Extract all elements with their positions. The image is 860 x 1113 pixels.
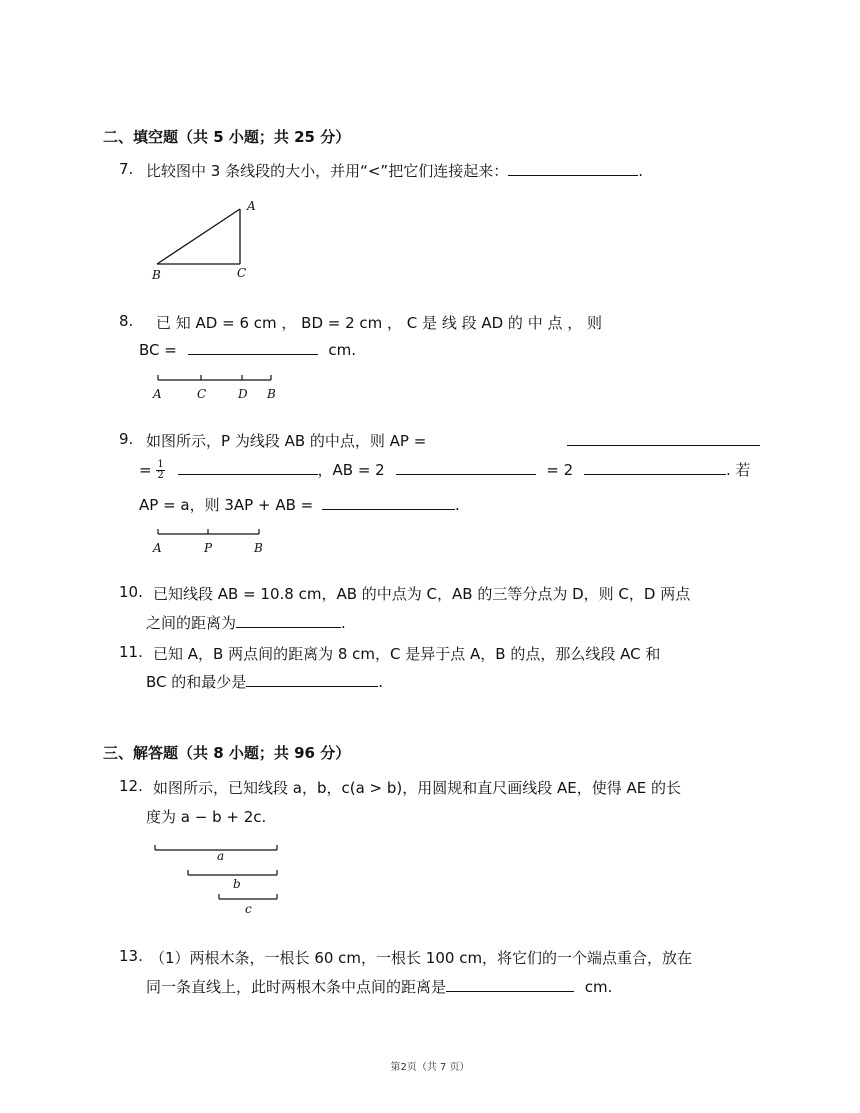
point-label-b: B [152,268,161,282]
section-title: 三、解答题（共 8 小题；共 96 分） [103,744,351,762]
point-label-c: C [197,387,207,401]
equals: = [139,461,152,479]
expression: BC = [139,341,177,359]
answer-blank[interactable] [236,613,341,628]
question-9-line1: 如图所示，P 为线段 AB 的中点，则 AP = [146,432,427,450]
expression: . 若 [725,461,751,479]
answer-blank[interactable] [322,495,455,510]
question-11-line1: 已知 A，B 两点间的距离为 8 cm，C 是异于点 A，B 的点，那么线段 AC 和 [153,645,661,663]
point-label-d: D [238,387,248,401]
question-text [146,160,643,181]
question-number: 13. [119,947,143,965]
answer-blank[interactable] [567,431,760,446]
segment-label-b: b [233,877,241,891]
question-text: BC 的和最少是 [146,673,247,691]
question-9-line2 [139,459,751,481]
question-number: 7. [119,160,134,178]
segment-figure [150,526,270,540]
question-13-line1: （1）两根木条，一根长 60 cm，一根长 100 cm，将它们的一个端点重合，放在 [150,949,693,967]
period: . [638,162,643,180]
numerator: 1 [157,459,164,470]
fraction [156,460,164,481]
question-9-line3 [139,494,460,515]
question-8-line2 [139,340,356,359]
point-label-c: C [237,266,247,280]
question-13-line2 [146,976,612,997]
answer-blank[interactable] [188,340,318,355]
question-number: 8. [119,312,134,330]
question-text: 之间的距离为 [146,614,237,632]
segment-label-a: a [217,849,225,863]
point-label-a: A [247,199,256,213]
point-label-a: A [153,541,162,555]
expression: = 2 [546,461,574,479]
question-10-line1: 已知线段 AB = 10.8 cm，AB 的中点为 C，AB 的三等分点为 D，则 C，D 两点 [153,585,691,603]
unit: cm. [584,978,613,996]
answer-blank[interactable] [178,460,318,475]
period: . [378,673,384,691]
question-number: 11. [119,643,143,661]
answer-blank[interactable] [246,672,378,687]
point-label-p: P [204,541,213,555]
question-11-line2 [146,671,383,692]
denominator: 2 [157,470,164,481]
period: . [455,496,460,514]
question-8-line1: 已 知 AD = 6 cm ， BD = 2 cm ， C 是 线 段 AD 的 中 点 ， 则 [156,314,603,332]
answer-blank[interactable] [508,161,638,176]
question-12-line1: 如图所示，已知线段 a，b，c(a > b)，用圆规和直尺画线段 AE，使得 AE 的长 [153,779,682,797]
segment-label-c: c [245,902,252,916]
expression: AP = a，则 3AP + AB = [139,496,314,514]
segment-figure [150,372,280,386]
point-label-b: B [267,387,276,401]
question-10-line2 [146,612,346,633]
question-text: 同一条直线上，此时两根木条中点间的距离是 [146,978,447,996]
expression: ，AB = 2 [317,461,385,479]
answer-blank[interactable] [396,460,536,475]
answer-blank[interactable] [584,460,726,475]
period: . [341,614,346,632]
question-number: 9. [119,430,134,448]
point-label-a: A [153,387,162,401]
page-footer: 第2页（共 7 页） [390,1062,470,1073]
question-number: 12. [119,777,143,795]
section-title: 二、填空题（共 5 小题；共 25 分） [103,128,351,146]
question-number: 10. [119,583,143,601]
point-label-b: B [254,541,263,555]
question-12-line2: 度为 a − b + 2c. [146,808,267,826]
unit: cm. [328,341,357,359]
answer-blank[interactable] [446,977,574,992]
question-7-text: 比较图中 3 条线段的大小，并用“<”把它们连接起来： [146,162,509,180]
